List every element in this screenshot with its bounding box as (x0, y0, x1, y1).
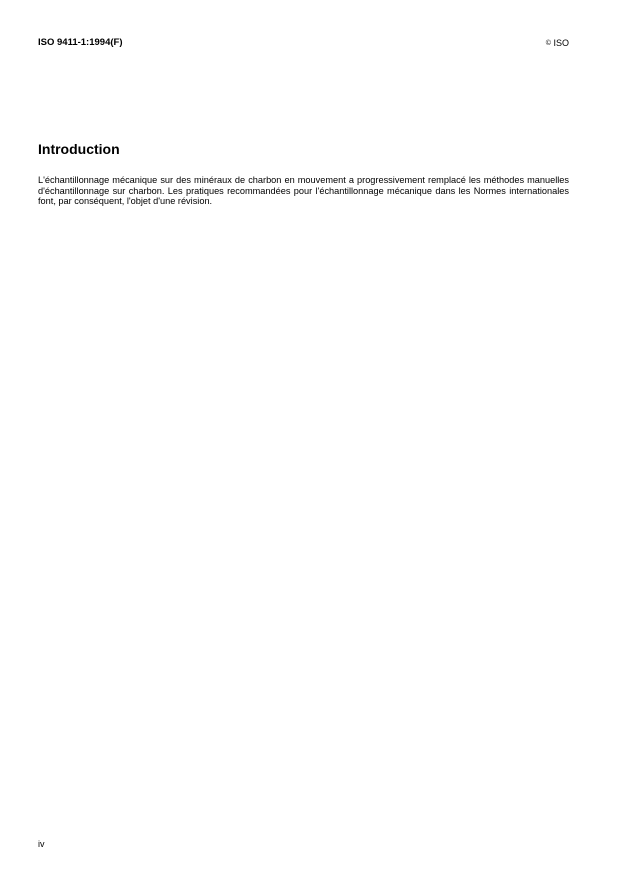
copyright-icon: © (545, 40, 551, 47)
introduction-paragraph: L'échantillonnage mécanique sur des minéraux de charbon en mouvement a progressivement remplacé les méthodes manuelles d'échantillonnage sur charbon. Les pratiques recommandées pour l'échantillonnage mécanique dans les Normes internationales font, par conséquent, l'objet d'une révision. (38, 175, 569, 207)
section-title: Introduction (38, 141, 120, 157)
page-number: iv (38, 839, 45, 849)
copyright-notice (546, 37, 569, 50)
document-identifier: ISO 9411-1:1994(F) (38, 37, 123, 48)
copyright-owner: ISO (553, 38, 569, 48)
